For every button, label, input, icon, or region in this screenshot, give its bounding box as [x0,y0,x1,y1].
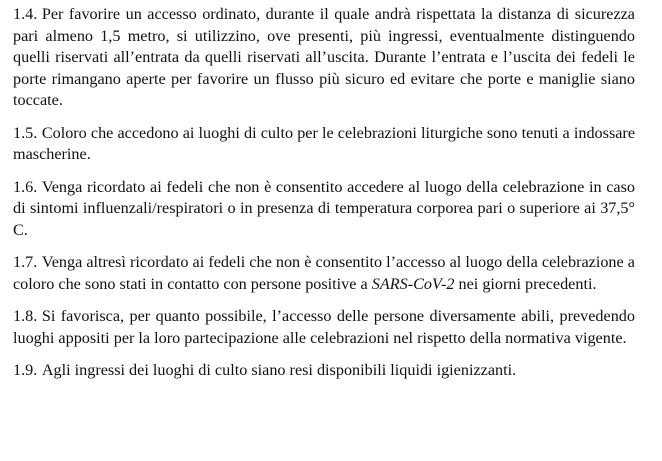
paragraph-number: 1.4. [13,5,38,23]
paragraph-text: Venga ricordato ai fedeli che non è consentito accedere al luogo della celebrazione in caso di sintomi influenzali/respiratori o in presenza di temperatura corporea pari o superiore ai 37,5° C. [13,177,635,239]
paragraph-text: Agli ingressi dei luoghi di culto siano resi disponibili liquidi igienizzanti. [41,361,517,379]
paragraph-1-5 [13,123,635,166]
paragraph-1-9 [13,360,635,382]
paragraph-text: Coloro che accedono ai luoghi di culto per le celebrazioni liturgiche sono tenuti a indossare mascherine. [13,123,635,163]
paragraph-number: 1.8. [13,307,38,325]
paragraph-1-8 [13,306,635,349]
paragraph-text: Venga altresì ricordato ai fedeli che non è consentito l’accesso al luogo della celebrazione a coloro che sono stati in contatto con persone positive a [13,253,635,293]
paragraph-text: Per favorire un accesso ordinato, durante il quale andrà rispettata la distanza di sicurezza pari almeno 1,5 metro, si utilizzino, ove presenti, più ingressi, eventualmente distinguendo quelli riservati all’entrata da quelli riservati all’uscita. Durante l’entrata e l’uscita dei fedeli le porte rimangano aperte per favorire un flusso più sicuro ed evitare che porte e maniglie siano toccate. [13,5,635,109]
paragraph-1-7 [13,252,635,295]
paragraph-number: 1.6. [13,177,38,196]
paragraph-text-continued: nei giorni precedenti. [458,274,597,293]
paragraph-number: 1.7. [13,253,38,271]
document-page [13,4,635,382]
paragraph-1-4 [13,4,635,112]
paragraph-number: 1.9. [13,361,38,379]
paragraph-1-6 [13,177,635,242]
virus-name-italic: SARS-CoV-2 [371,274,455,293]
paragraph-text: Si favorisca, per quanto possibile, l’accesso delle persone diversamente abili, prevedendo luoghi appositi per la loro partecipazione alle celebrazioni nel rispetto della normativa vigente. [13,307,635,347]
paragraph-number: 1.5. [13,123,38,142]
